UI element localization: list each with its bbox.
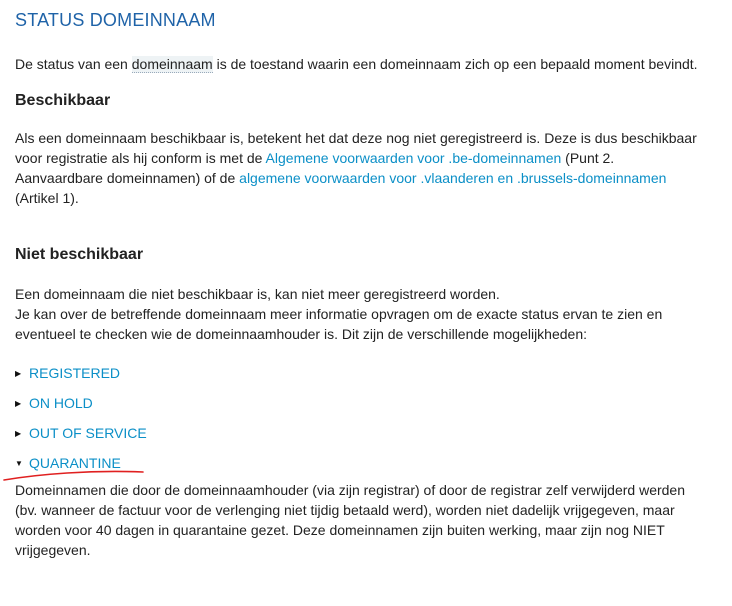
quarantine-line-3: worden voor 40 dagen in quarantaine gezet. Deze domeinnamen zijn buiten werking, maar zijn nog NIET <box>15 522 665 538</box>
available-line-3 <box>15 168 720 188</box>
triangle-right-icon: ▶ <box>15 399 22 408</box>
intro-text-after: is de toestand waarin een domeinnaam zich op een bepaald moment bevindt. <box>212 56 698 72</box>
status-link-quarantine[interactable]: QUARANTINE <box>29 455 121 471</box>
intro-text-before: De status van een <box>15 56 132 72</box>
status-link-on-hold[interactable]: ON HOLD <box>29 395 93 411</box>
glossary-term-domeinnaam[interactable]: domeinnaam <box>131 56 213 72</box>
status-link-out-of-service[interactable]: OUT OF SERVICE <box>29 425 147 441</box>
page-title: STATUS DOMEINNAAM <box>15 10 216 30</box>
quarantine-line-1: Domeinnamen die door de domeinnaamhouder (via zijn registrar) of door de registrar zelf verwijderd werden <box>15 482 685 498</box>
status-link-registered[interactable]: REGISTERED <box>29 365 121 381</box>
link-be-terms[interactable]: Algemene voorwaarden voor .be-domeinnamen <box>265 150 562 166</box>
quarantine-description <box>15 480 720 560</box>
triangle-right-icon: ▶ <box>15 369 22 378</box>
heading-niet-beschikbaar: Niet beschikbaar <box>15 246 144 263</box>
available-line-3-before: Aanvaardbare domeinnamen) of de <box>15 170 240 186</box>
unavailable-line-3: eventueel te checken wie de domeinnaamhouder is. Dit zijn de verschillende mogelijkheden: <box>15 326 588 342</box>
status-item-quarantine[interactable] <box>15 453 147 483</box>
unavailable-line-1: Een domeinnaam die niet beschikbaar is, kan niet meer geregistreerd worden. <box>15 286 500 302</box>
triangle-right-icon: ▶ <box>15 429 22 438</box>
available-line-1: Als een domeinnaam beschikbaar is, betekent het dat deze nog niet geregistreerd is. Deze is dus beschikbaar <box>15 130 697 146</box>
quarantine-line-2: (bv. wanneer de factuur voor de verlenging niet tijdig betaald werd), worden niet dadelijk vrijgegeven, maar <box>15 502 675 518</box>
triangle-down-icon: ▼ <box>15 459 23 468</box>
status-item-out-of-service[interactable] <box>15 423 147 453</box>
status-item-on-hold[interactable] <box>15 393 147 423</box>
status-list <box>15 363 147 483</box>
available-line-2-after: (Punt 2. <box>561 150 615 166</box>
available-line-2 <box>15 148 720 168</box>
available-line-2-before: voor registratie als hij conform is met de <box>15 150 266 166</box>
quarantine-line-4: vrijgegeven. <box>15 542 91 558</box>
heading-beschikbaar: Beschikbaar <box>15 92 111 109</box>
intro-paragraph <box>15 54 698 74</box>
unavailable-paragraph <box>15 284 720 344</box>
link-vlaanderen-brussels-terms[interactable]: algemene voorwaarden voor .vlaanderen en .brussels-domeinnamen <box>239 170 667 186</box>
available-paragraph <box>15 128 720 208</box>
status-item-registered[interactable] <box>15 363 147 393</box>
unavailable-line-2: Je kan over de betreffende domeinnaam meer informatie opvragen om de exacte status ervan te zien en <box>15 306 663 322</box>
available-line-4: (Artikel 1). <box>15 190 79 206</box>
